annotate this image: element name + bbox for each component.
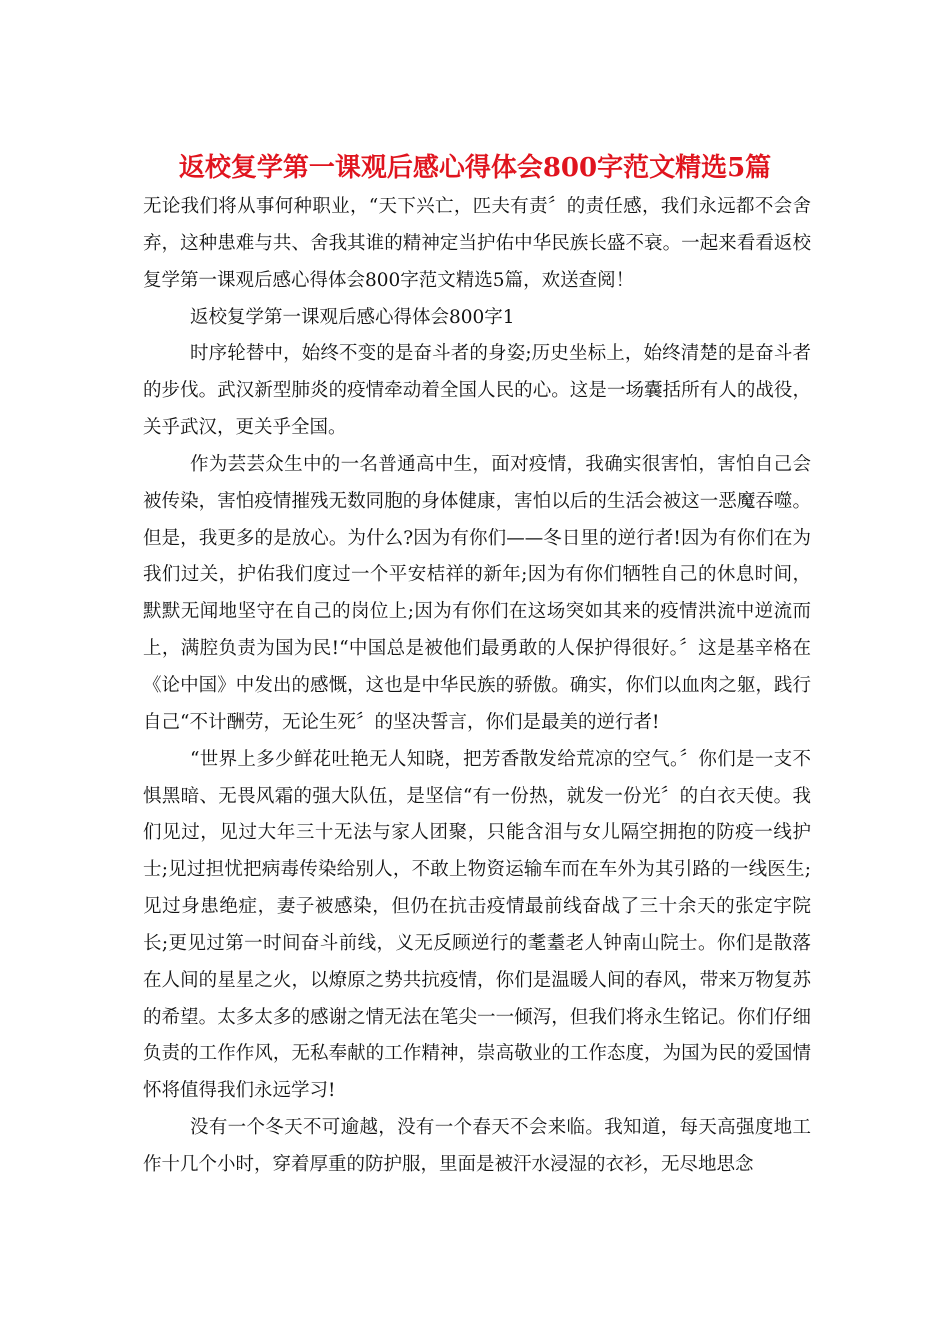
document-title: 返校复学第一课观后感心得体会800字范文精选5篇 — [178, 153, 772, 183]
paragraph: 没有一个冬天不可逾越，没有一个春天不会来临。我知道，每天高强度地工作十几个小时，穿着厚重的防护服，里面是被汗水浸湿的衣衫，无尽地思念 — [143, 1117, 811, 1175]
paragraph: 时序轮替中，始终不变的是奋斗者的身姿;历史坐标上，始终清楚的是奋斗者的步伐。武汉新型肺炎的疫情牵动着全国人民的心。这是一场囊括所有人的战役，关乎武汉，更关乎全国。 — [143, 343, 811, 439]
section-heading: 返校复学第一课观后感心得体会800字1 — [190, 306, 515, 328]
paragraph: “世界上多少鲜花吐艳无人知晓，把芳香散发给荒凉的空气。〞你们是一支不惧黑暗、无畏风霜的强大队伍，是坚信“有一份热，就发一份光〞的白衣天使。我们见过，见过大年三十无法与家人团聚，只能含泪与女儿隔空拥抱的防疫一线护士;见过担忧把病毒传染给别人，不敢上物资运输车而在车外为其引路的一线医生;见过身患绝症，妻子被感染，但仍在抗击疫情最前线奋战了三十余天的张定宇院长;更见过第一时间奋斗前线，义无反顾逆行的耄耋老人钟南山院士。你们是散落在人间的星星之火，以燎原之势共抗疫情，你们是温暖人间的春风，带来万物复苏的希望。太多太多的感谢之情无法在笔尖一一倾泻，但我们将永生铭记。你们仔细负责的工作作风，无私奉献的工作精神，崇高敬业的工作态度，为国为民的爱国情怀将值得我们永远学习! — [143, 748, 811, 1102]
paragraph: 作为芸芸众生中的一名普通高中生，面对疫情，我确实很害怕，害怕自己会被传染，害怕疫情摧残无数同胞的身体健康，害怕以后的生活会被这一恶魔吞噬。但是，我更多的是放心。为什么?因为有你们——冬日里的逆行者!因为有你们在为我们过关，护佑我们度过一个平安桔祥的新年;因为有你们牺牲自己的休息时间，默默无闻地坚守在自己的岗位上;因为有你们在这场突如其来的疫情洪流中逆流而上，满腔负责为国为民!“中国总是被他们最勇敢的人保护得很好。〞这是基辛格在《论中国》中发出的感慨，这也是中华民族的骄傲。确实，你们以血肉之躯，践行自己“不计酬劳，无论生死〞的坚决誓言，你们是最美的逆行者! — [143, 453, 811, 733]
paragraph: 无论我们将从事何种职业，“天下兴亡，匹夫有责〞的责任感，我们永远都不会舍弃，这种患难与共、舍我其谁的精神定当护佑中华民族长盛不衰。一起来看看返校复学第一课观后感心得体会800字范文精选5篇，欢送查阅！ — [143, 196, 811, 291]
document-body — [143, 189, 811, 1184]
